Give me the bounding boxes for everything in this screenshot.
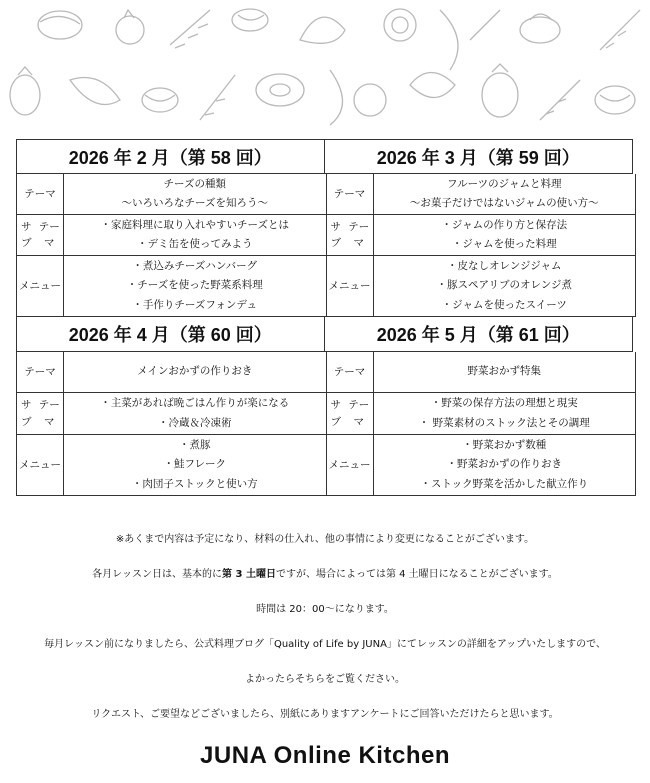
theme-line: 〜お菓子だけではないジャムの使い方〜 (409, 197, 599, 209)
menu-item: ・チーズを使った野菜系料理 (126, 279, 263, 292)
lesson-schedule-table (16, 139, 633, 496)
theme-label: テーマ (327, 352, 374, 392)
lesson-day-emphasis: 第 3 土曜日 (222, 569, 276, 580)
menu-item: ・肉団子ストックと使い方 (131, 477, 258, 490)
sub-theme-line: ・野菜の保存方法の理想と現実 (430, 397, 578, 410)
menu-value (374, 435, 636, 495)
month-block (327, 174, 637, 317)
sub-theme-value (64, 215, 326, 255)
sub-theme-line: ・家庭料理に取り入れやすいチーズとは (100, 218, 289, 231)
note-request: リクエスト、ご要望などございましたら、別紙にありますアンケートにご回答いただけたらと思います。 (91, 709, 559, 720)
month-title: 2026 年 4 月（第 60 回） (16, 317, 325, 352)
theme-line: チーズの種類 (163, 177, 226, 190)
vegetable-pattern-illustration (0, 0, 650, 135)
notes-section (0, 530, 650, 740)
menu-item: ・手作りチーズフォンデュ (132, 298, 258, 311)
theme-label: テーマ (17, 352, 64, 392)
theme-value (64, 352, 326, 392)
menu-item: ・皮なしオレンジジャム (446, 259, 562, 272)
theme-value (374, 352, 636, 392)
theme-line: メインおかずの作りおき (137, 365, 253, 378)
sub-theme-line: ・主菜があれば晩ごはん作りが楽になる (100, 397, 290, 410)
sub-theme-label: サブ テーマ (327, 215, 374, 255)
month-block (16, 174, 327, 317)
sub-theme-line: ・冷蔵＆冷凍術 (158, 416, 232, 429)
sub-theme-label: サブ テーマ (17, 393, 64, 434)
menu-label: メニュー (327, 256, 374, 316)
menu-label: メニュー (327, 435, 374, 495)
month-block (16, 352, 327, 496)
theme-line: フルーツのジャムと料理 (447, 177, 562, 190)
theme-line: 野菜おかず特集 (467, 365, 541, 378)
sub-theme-line: ・デミ缶を使ってみよう (137, 238, 253, 250)
note-lesson-day: 各月レッスン日は、基本的に第 3 土曜日ですが、場合によっては第 4 土曜日になることがございます。 (92, 569, 558, 580)
menu-item: ・豚スペアリブのオレンジ煮 (436, 279, 573, 292)
menu-value (64, 256, 326, 316)
month-title: 2026 年 5 月（第 61 回） (325, 317, 634, 352)
theme-line: 〜いろいろなチーズを知ろう〜 (121, 197, 268, 209)
menu-label: メニュー (17, 435, 64, 495)
month-title: 2026 年 2 月（第 58 回） (16, 139, 325, 174)
sub-theme-label: サブ テーマ (327, 393, 374, 434)
sub-theme-value (374, 215, 636, 255)
sub-theme-value (64, 393, 326, 434)
note-blog-cont: よかったらそちらをご覧ください。 (245, 674, 405, 685)
sub-theme-value (374, 393, 636, 434)
theme-value (374, 174, 636, 214)
menu-item: ・煮込みチーズハンバーグ (132, 259, 258, 272)
brand-title: JUNA Online Kitchen (200, 742, 450, 769)
note-schedule-change: ※あくまで内容は予定になり、材料の仕入れ、他の事情により変更になることがございます。 (115, 534, 535, 545)
menu-item: ・野菜おかずの作りおき (446, 458, 562, 471)
menu-item: ・ストック野菜を活かした献立作り (420, 477, 589, 490)
sub-theme-line: ・ジャムの作り方と保存法 (441, 218, 568, 231)
menu-value (64, 435, 326, 495)
menu-item: ・ジャムを使ったスイーツ (441, 298, 567, 311)
note-lesson-time: 時間は 20：00〜になります。 (256, 604, 394, 615)
note-blog: 毎月レッスン前になりましたら、公式料理ブログ「Quality of Life by JUNA」にてレッスンの詳細をアップいたしますので、 (44, 639, 606, 650)
menu-item: ・煮豚 (179, 438, 211, 451)
sub-theme-label: サブ テーマ (17, 215, 64, 255)
sub-theme-line: ・ 野菜素材のストック法とその調理 (418, 416, 590, 429)
menu-item: ・鮭フレーク (163, 458, 227, 471)
menu-value (374, 256, 636, 316)
theme-label: テーマ (327, 174, 374, 214)
theme-value (64, 174, 326, 214)
theme-label: テーマ (17, 174, 64, 214)
month-title: 2026 年 3 月（第 59 回） (325, 139, 634, 174)
sub-theme-line: ・ジャムを使った料理 (451, 238, 557, 250)
menu-item: ・野菜おかず数種 (462, 438, 547, 451)
month-block (327, 352, 637, 496)
menu-label: メニュー (17, 256, 64, 316)
